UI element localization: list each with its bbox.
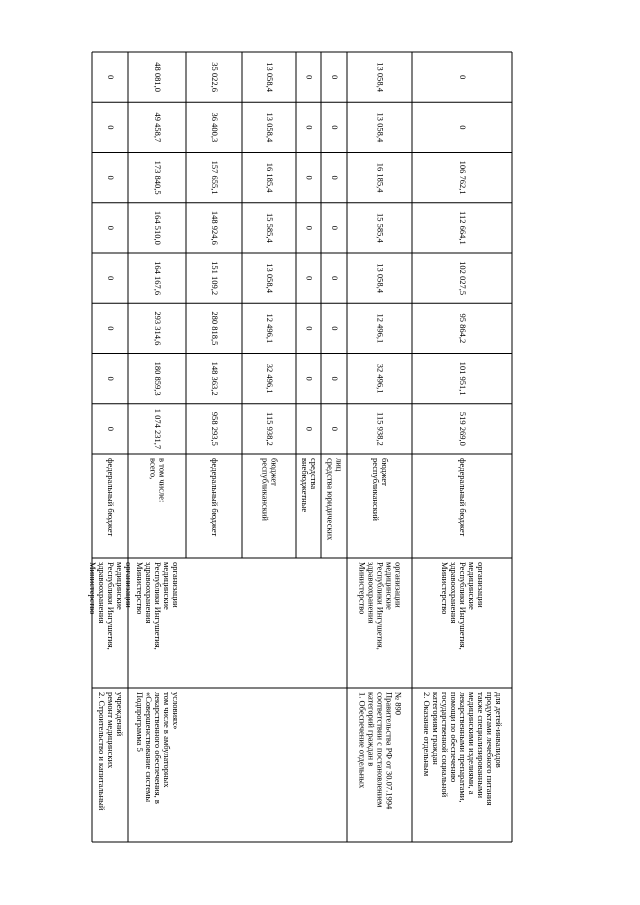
value-cell: 13 058,4 — [265, 263, 276, 293]
responsible-executor-line: медицинские — [162, 562, 173, 610]
program-name-line: государственной социальной — [440, 692, 451, 798]
value-cell: 180 859,3 — [153, 361, 164, 396]
funding-source-line: средства — [309, 458, 320, 490]
responsible-executor-line: медицинские — [384, 562, 395, 610]
responsible-executor-line: Министерство — [135, 562, 146, 615]
value-cell: 0 — [458, 125, 469, 130]
responsible-executor-line: Республики Ингушетия, — [153, 562, 164, 650]
responsible-executor-line: здравоохранения — [144, 562, 155, 624]
value-cell: 148 363,2 — [210, 361, 221, 396]
responsible-executor-line: Республики Ингушетия, — [106, 562, 117, 650]
program-name-line: «Совершенствование системы — [144, 692, 155, 803]
program-name-line: медицинскими изделиями, а — [467, 692, 478, 795]
funding-source-line: лиц — [334, 458, 345, 472]
value-cell: 0 — [106, 426, 117, 431]
program-name-line: для детей-инвалидов — [494, 692, 505, 768]
value-cell: 173 840,5 — [153, 160, 164, 195]
value-cell: 293 314,6 — [153, 311, 164, 346]
value-cell: 15 585,4 — [375, 213, 386, 243]
program-name-line: Правительства РФ от 30.07.1994 — [384, 692, 395, 810]
value-cell: 0 — [304, 326, 315, 331]
value-cell: 0 — [106, 326, 117, 331]
funding-source-line: всего, — [148, 458, 159, 480]
value-cell: 16 185,4 — [265, 162, 276, 193]
value-cell: 15 585,4 — [265, 213, 276, 243]
value-cell: 13 058,4 — [375, 112, 386, 143]
value-cell: 0 — [330, 125, 341, 130]
responsible-executor-line: организации — [476, 562, 487, 608]
value-cell: 0 — [106, 376, 117, 381]
value-cell: 102 027,5 — [458, 261, 469, 296]
value-cell: 95 864,2 — [458, 313, 469, 344]
value-cell: 148 924,6 — [210, 210, 221, 245]
responsible-executor — [88, 562, 134, 650]
responsible-executor-line: здравоохранения — [97, 562, 108, 624]
value-cell: 13 058,4 — [375, 263, 386, 293]
program-name-line: Подпрограмма 5 — [135, 692, 146, 752]
value-cell: 0 — [106, 276, 117, 281]
funding-source-line: в том числе: — [157, 458, 168, 503]
funding-source-line: федеральный бюджет — [458, 458, 469, 537]
program-name-line: категориям граждан — [431, 692, 442, 765]
responsible-executor-line: организации — [124, 562, 135, 608]
responsible-executor-line: здравоохранения — [449, 562, 460, 624]
value-cell: 1 074 231,7 — [153, 408, 164, 450]
value-cell: 101 951,1 — [458, 361, 469, 396]
program-name-line: том числе в амбулаторных — [162, 692, 173, 788]
value-cell: 0 — [106, 175, 117, 180]
program-name-line: № 890 — [393, 692, 404, 715]
value-cell: 958 293,5 — [210, 411, 221, 446]
program-name — [422, 692, 504, 805]
value-cell: 0 — [330, 175, 341, 180]
value-cell: 13 058,4 — [375, 62, 386, 92]
value-cell: 13 058,4 — [265, 112, 276, 143]
value-cell: 280 818,5 — [210, 311, 221, 346]
value-cell: 32 496,1 — [265, 363, 276, 394]
value-cell: 35 022,6 — [210, 62, 221, 92]
value-cell: 0 — [304, 75, 315, 80]
funding-source — [458, 458, 468, 537]
value-cell: 112 664,1 — [458, 211, 469, 245]
value-cell: 16 185,4 — [375, 162, 386, 193]
program-name-line: 2. Строительство и капитальный — [97, 692, 108, 811]
program-name-line: лекарственными препаратами, — [458, 692, 469, 803]
program-name-line: 2. Оказание отдельным — [422, 692, 433, 777]
program-name-line: категорий граждан в — [366, 692, 377, 767]
value-cell: 49 458,7 — [153, 112, 164, 143]
value-cell: 13 058,4 — [265, 62, 276, 92]
value-cell: 0 — [330, 225, 341, 230]
responsible-executor-line: Министерство — [357, 562, 368, 615]
program-name — [135, 692, 181, 804]
value-cell: 164 510,0 — [153, 210, 164, 245]
value-cell: 12 496,1 — [265, 313, 276, 344]
responsible-executor — [440, 562, 486, 650]
program-name-line: соответствии с постановлением — [375, 692, 386, 808]
value-cell: 12 496,1 — [375, 313, 386, 344]
funding-source-line: республиканский — [371, 458, 382, 521]
funding-source — [149, 458, 168, 502]
value-cell: 519 269,0 — [458, 411, 469, 446]
responsible-executor-line: Республики Ингушетия, — [458, 562, 469, 650]
value-cell: 48 081,0 — [153, 62, 164, 92]
funding-source — [261, 458, 280, 521]
program-name-line: условиях» — [171, 692, 182, 730]
funding-source-line: внебюджетные — [300, 458, 311, 513]
program-name-line: ремонт медицинских — [106, 692, 117, 769]
responsible-executor-line: организации — [393, 562, 404, 608]
program-name — [97, 692, 125, 811]
program-name — [358, 692, 404, 810]
responsible-executor-line: организации — [171, 562, 182, 608]
value-cell: 115 938,2 — [375, 412, 386, 446]
value-cell: 106 762,1 — [458, 160, 469, 195]
value-cell: 0 — [304, 426, 315, 431]
funding-source — [326, 458, 345, 541]
funding-source-line: бюджет — [380, 458, 391, 486]
program-name-line: учреждений — [115, 692, 126, 737]
funding-source-line: федеральный бюджет — [106, 458, 117, 537]
funding-source-line: средства юридических — [325, 458, 336, 541]
responsible-executor-line: Республики Ингушетия, — [375, 562, 386, 650]
program-name-line: также специализированными — [476, 692, 487, 799]
value-cell: 0 — [106, 75, 117, 80]
value-cell: 0 — [330, 326, 341, 331]
value-cell: 36 400,3 — [210, 112, 221, 143]
value-cell: 0 — [330, 75, 341, 80]
funding-source-line: бюджет — [269, 458, 280, 486]
value-cell: 32 496,1 — [375, 363, 386, 394]
program-name-line: продуктами лечебного питания — [485, 692, 496, 806]
funding-source — [371, 458, 390, 521]
value-cell: 0 — [330, 426, 341, 431]
responsible-executor-line: медицинские — [467, 562, 478, 610]
funding-source-line: федеральный бюджет — [210, 458, 221, 537]
funding-source — [300, 458, 319, 512]
program-name-line: 1. Обеспечение отдельных — [357, 692, 368, 789]
value-cell: 164 167,6 — [153, 261, 164, 296]
funding-source-line: республиканский — [260, 458, 271, 521]
program-name-line: помощи по обеспечению — [449, 692, 460, 783]
value-cell: 0 — [106, 225, 117, 230]
value-cell: 151 109,2 — [210, 261, 221, 296]
responsible-executor-line: здравоохранения — [366, 562, 377, 624]
value-cell: 115 938,2 — [265, 412, 276, 446]
value-cell: 0 — [304, 276, 315, 281]
responsible-executor — [358, 562, 404, 650]
responsible-executor-line: медицинские — [115, 562, 126, 610]
value-cell: 0 — [458, 75, 469, 80]
value-cell: 0 — [304, 376, 315, 381]
value-cell: 0 — [330, 276, 341, 281]
value-cell: 0 — [304, 125, 315, 130]
value-cell: 0 — [304, 225, 315, 230]
funding-source — [106, 458, 116, 537]
program-name-line: лекарственного обеспечения, в — [153, 692, 164, 804]
responsible-executor — [135, 562, 181, 650]
value-cell: 157 655,1 — [210, 160, 221, 195]
value-cell: 0 — [106, 125, 117, 130]
funding-source — [210, 458, 220, 537]
responsible-executor-line: Министерство — [88, 562, 99, 615]
responsible-executor-line: Министерство — [440, 562, 451, 615]
value-cell: 0 — [304, 175, 315, 180]
value-cell: 0 — [330, 376, 341, 381]
